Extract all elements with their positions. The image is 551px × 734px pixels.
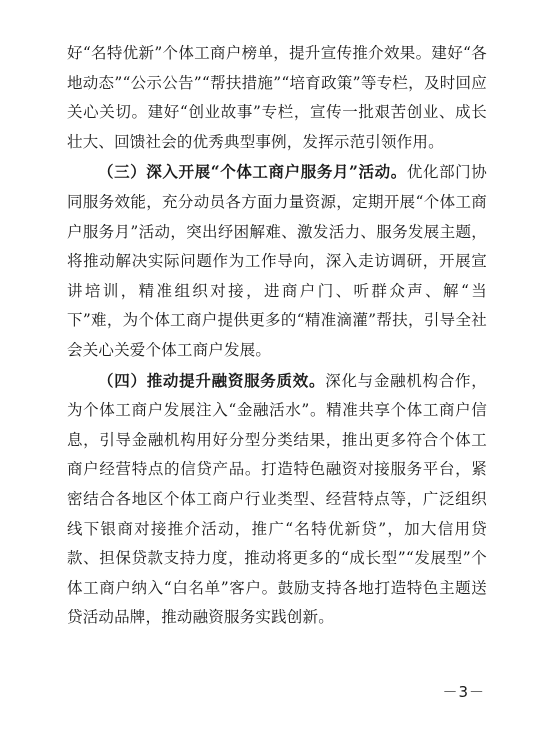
document-body (67, 38, 487, 633)
paragraph-2-heading: （三）深入开展“个体工商户服务月”活动。 (98, 162, 407, 182)
paragraph-3 (67, 366, 487, 633)
paragraph-2-text: 优化部门协同服务效能，充分动员各方面力量资源，定期开展“个体工商户服务月”活动，突出纾困解难、激发活力、服务发展主题，将推动解决实际问题作为工作导向，深入走访调研，开展宣讲培训，精准组织对接，进商户门、听群众声、解“当下”难，为个体工商户提供更多的“精准滴灌”帮扶，引导全社会关心关爱个体工商户发展。 (67, 163, 487, 359)
paragraph-3-heading: （四）推动提升融资服务质效。 (98, 370, 326, 390)
paragraph-3-text: 深化与金融机构合作，为个体工商户发展注入“金融活水”。精准共享个体工商户信息，引导金融机构用好分型分类结果，推出更多符合个体工商户经营特点的信贷产品。打造特色融资对接服务平台，紧密结合各地区个体工商户行业类型、经营特点等，广泛组织线下银商对接推介活动，推广“名特优新贷”，加大信用贷款、担保贷款支持力度，推动将更多的“成长型”“发展型”个体工商户纳入“白名单”客户。鼓励支持各地打造特色主题送贷活动品牌，推动融资服务实践创新。 (67, 371, 487, 627)
paragraph-2 (67, 157, 487, 365)
paragraph-1-text: 好“名特优新”个体工商户榜单，提升宣传推介效果。建好“各地动态”“公示公告”“帮扶措施”“培育政策”等专栏，及时回应关心关切。建好“创业故事”专栏，宣传一批艰苦创业、成长壮大、回馈社会的优秀典型事例，发挥示范引领作用。 (67, 44, 487, 151)
paragraph-1 (67, 38, 487, 157)
page-number: －3－ (442, 683, 485, 701)
